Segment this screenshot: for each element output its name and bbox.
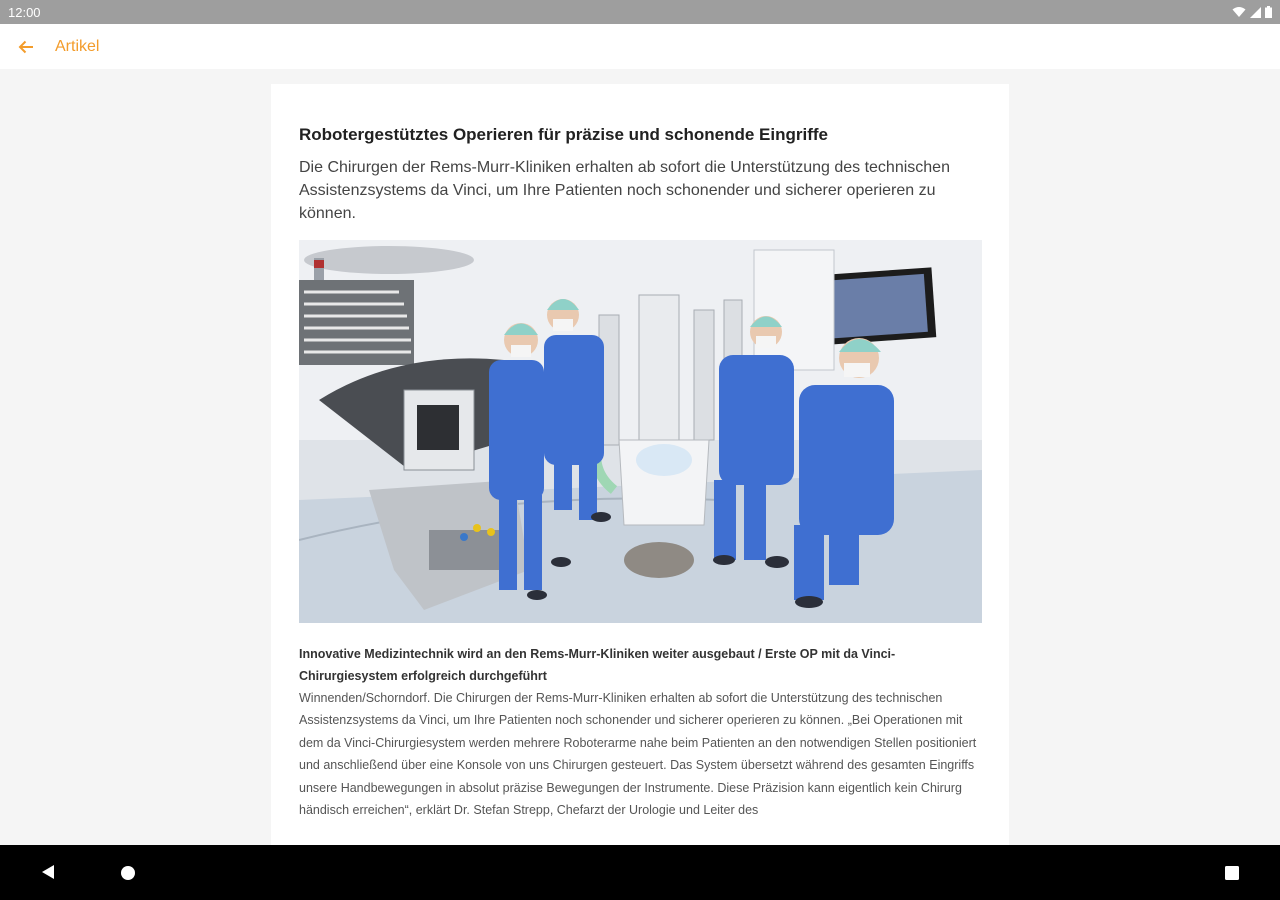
- back-button[interactable]: [14, 35, 38, 59]
- article-card: [271, 84, 1009, 845]
- status-bar: [0, 0, 1280, 24]
- battery-icon: [1265, 6, 1272, 18]
- nav-back-icon[interactable]: [40, 864, 56, 880]
- article-scroll-area[interactable]: [0, 69, 1280, 845]
- status-icons: [1232, 6, 1272, 18]
- cell-signal-icon: [1250, 7, 1261, 18]
- wifi-icon: [1232, 6, 1246, 18]
- page-title: Artikel: [55, 37, 100, 55]
- arrow-left-icon: [18, 39, 34, 55]
- article-headline: Robotergestütztes Operieren für präzise und schonende Eingriffe: [299, 125, 828, 144]
- system-nav-bar: [0, 845, 1280, 900]
- article-teaser: Die Chirurgen der Rems-Murr-Kliniken erhalten ab sofort die Unterstützung des technischen Assistenzsystems da Vinci, um Ihre Patienten noch schonender und sicherer operieren zu können.: [299, 159, 950, 222]
- app-bar: [0, 24, 1280, 69]
- article-subheadline: Innovative Medizintechnik wird an den Rems-Murr-Kliniken weiter ausgebaut / Erste OP mit da Vinci-Chirurgiesystem erfolgreich durchgeführt: [299, 647, 896, 683]
- article-body: Winnenden/Schorndorf. Die Chirurgen der Rems-Murr-Kliniken erhalten ab sofort die Unterstützung des technischen Assistenzsystems da Vinci, um Ihre Patienten noch schonender und sicherer operieren zu können. „Bei Operationen mit dem da Vinci-Chirurgiesystem werden mehrere Roboterarme nahe beim Patienten an den notwendigen Stellen positioniert und anschließend über eine Konsole von uns Chirurgen gesteuert. Das System übersetzt während des gesamten Eingriffs unsere Handbewegungen in absolut präzise Bewegungen der Instrumente. Diese Präzision kann eigentlich kein Chirurg händisch erreichen“, erklärt Dr. Stefan Strepp, Chefarzt der Urologie und Leiter des: [299, 691, 977, 818]
- article-photo: [299, 240, 982, 623]
- status-time: 12:00: [8, 4, 41, 20]
- nav-home-icon[interactable]: [120, 865, 136, 881]
- nav-recents-icon[interactable]: [1224, 865, 1240, 881]
